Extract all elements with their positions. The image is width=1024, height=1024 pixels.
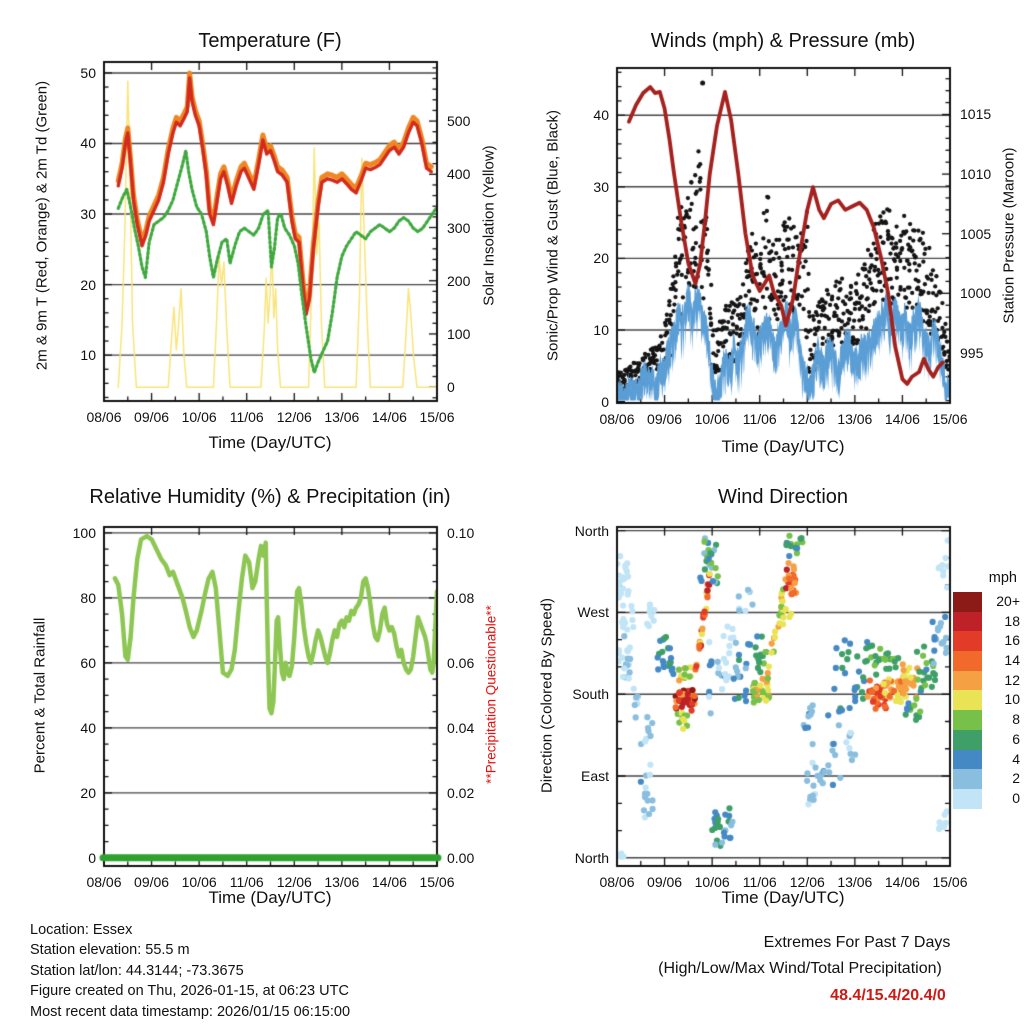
humidity-y-left-tick-label: 40 — [80, 719, 96, 736]
humidity-x-tick-label: 15/06 — [419, 874, 455, 890]
humidity-y-left-tick-label: 60 — [80, 654, 96, 671]
winds-x-tick-label: 10/06 — [694, 411, 730, 427]
temperature-x-tick-label: 14/06 — [371, 409, 407, 425]
humidity-x-tick-label: 13/06 — [324, 874, 360, 890]
temperature-x-tick-label: 09/06 — [134, 409, 170, 425]
direction-x-tick-label: 09/06 — [647, 874, 683, 890]
colorbar-swatch — [953, 789, 982, 809]
colorbar-bin-label: 2 — [1012, 770, 1020, 787]
extremes-heading: Extremes For Past 7 Days — [763, 934, 951, 951]
colorbar-swatch — [953, 651, 982, 671]
station-latlon: Station lat/lon: 44.3144; -73.3675 — [30, 962, 244, 979]
winds-y-left-tick-label: 20 — [593, 250, 609, 267]
humidity-x-tick-label: 09/06 — [134, 874, 170, 890]
colorbar-bin — [953, 631, 1023, 651]
temperature-x-tick-label: 11/06 — [229, 409, 264, 425]
humidity-y-right-tick-label: 0.06 — [447, 654, 475, 671]
direction-x-tick-label: 12/06 — [789, 874, 825, 890]
direction-x-tick-label: 14/06 — [884, 874, 920, 890]
colorbar-bin — [953, 671, 1023, 691]
colorbar-bin-label: 14 — [1004, 652, 1020, 669]
temperature-y-left-tick-label: 20 — [80, 276, 96, 293]
colorbar-bin-label: 6 — [1012, 730, 1020, 747]
temperature-yaxis-right-label: Solar Insolation (Yellow) — [480, 145, 498, 306]
temperature-y-right-tick-label: 200 — [447, 272, 471, 289]
humidity-x-tick-label: 08/06 — [86, 874, 122, 890]
temperature-xaxis-label: Time (Day/UTC) — [208, 433, 332, 452]
colorbar-swatch — [953, 690, 982, 710]
humidity-y-right-tick-label: 0.08 — [447, 589, 475, 606]
temperature-y-right-tick-label: 100 — [447, 325, 471, 342]
temperature-x-tick-label: 12/06 — [276, 409, 312, 425]
humidity-x-tick-label: 12/06 — [276, 874, 312, 890]
colorbar-swatch — [953, 710, 982, 730]
direction-x-tick-label: 15/06 — [932, 874, 968, 890]
colorbar-bin-label: 16 — [1004, 632, 1020, 649]
winds-y-right-tick-label: 1010 — [960, 166, 992, 183]
temperature-y-left-tick-label: 50 — [80, 64, 96, 81]
colorbar-swatch — [953, 631, 982, 651]
temperature-yaxis-left-label: 2m & 9m T (Red, Orange) & 2m Td (Green) — [33, 80, 51, 371]
humidity-y-right-tick-label: 0.02 — [447, 784, 475, 801]
direction-y-left-tick-label: West — [577, 604, 609, 621]
colorbar-swatch — [953, 730, 982, 750]
direction-x-tick-label: 10/06 — [694, 874, 730, 890]
colorbar-bin-label: 4 — [1012, 750, 1020, 767]
direction-y-left-tick-label: North — [574, 849, 609, 866]
winds-y-right-tick-label: 1005 — [960, 225, 992, 242]
winds-y-right-tick-label: 995 — [960, 344, 984, 361]
station-location: Location: Essex — [30, 922, 133, 938]
temperature-x-tick-label: 13/06 — [324, 409, 360, 425]
humidity-y-right-tick-label: 0.00 — [447, 849, 475, 866]
humidity-y-left-tick-label: 80 — [80, 589, 96, 606]
colorbar-bin-label: 20+ — [996, 593, 1020, 609]
winds-x-tick-label: 08/06 — [599, 411, 635, 427]
humidity-x-tick-label: 14/06 — [371, 874, 407, 890]
colorbar-bin-label: 12 — [1004, 671, 1020, 688]
winds-x-tick-label: 12/06 — [789, 411, 825, 427]
winds-x-tick-label: 09/06 — [647, 411, 683, 427]
winds-y-left-tick-label: 30 — [593, 178, 609, 195]
colorbar-bin — [953, 651, 1023, 671]
colorbar-swatch — [953, 612, 982, 632]
colorbar-bin — [953, 730, 1023, 750]
temperature-y-left-tick-label: 10 — [80, 347, 96, 364]
direction-xaxis-label: Time (Day/UTC) — [721, 888, 845, 907]
station-elevation: Station elevation: 55.5 m — [30, 942, 190, 959]
winds-x-tick-label: 15/06 — [932, 411, 968, 427]
colorbar-bin — [953, 789, 1023, 809]
direction-x-tick-label: 08/06 — [599, 874, 635, 890]
winds-yaxis-right-label: Station Pressure (Maroon) — [1000, 147, 1018, 324]
station-info-block — [30, 920, 350, 1022]
direction-x-tick-label: 13/06 — [837, 874, 873, 890]
temperature-y-left-tick-label: 40 — [80, 135, 96, 152]
humidity-chart-title: Relative Humidity (%) & Precipitation (in) — [89, 486, 451, 508]
winds-y-right-tick-label: 1015 — [960, 106, 992, 123]
direction-y-left-tick-label: South — [572, 686, 609, 703]
colorbar-bin-label: 10 — [1004, 691, 1020, 708]
temperature-y-right-tick-label: 400 — [447, 166, 471, 183]
humidity-xaxis-label: Time (Day/UTC) — [208, 888, 332, 907]
winds-y-left-tick-label: 40 — [593, 107, 609, 124]
direction-yaxis-left-label: Direction (Colored By Speed) — [538, 597, 556, 794]
colorbar-bin — [953, 750, 1023, 770]
colorbar-bin — [953, 690, 1023, 710]
humidity-y-left-tick-label: 0 — [88, 849, 96, 866]
winds-x-tick-label: 14/06 — [884, 411, 920, 427]
humidity-y-right-tick-label: 0.10 — [447, 524, 475, 541]
humidity-y-left-tick-label: 100 — [72, 524, 96, 541]
figure-created-timestamp: Figure created on Thu, 2026-01-15, at 06:23 UTC — [30, 983, 349, 1000]
temperature-x-tick-label: 15/06 — [419, 409, 455, 425]
humidity-y-left-tick-label: 20 — [80, 784, 96, 801]
humidity-x-tick-label: 10/06 — [181, 874, 217, 890]
colorbar-units-label: mph — [988, 570, 1017, 586]
direction-y-left-tick-label: North — [574, 522, 609, 539]
winds-xaxis-label: Time (Day/UTC) — [721, 437, 845, 456]
colorbar-swatch — [953, 671, 982, 691]
most-recent-data-timestamp: Most recent data timestamp: 2026/01/15 06:15:00 — [30, 1003, 351, 1020]
temperature-x-tick-label: 08/06 — [86, 409, 122, 425]
winds-x-tick-label: 13/06 — [837, 411, 873, 427]
colorbar-bin — [953, 592, 1023, 612]
extremes-values: 48.4/15.4/20.4/0 — [830, 987, 946, 1004]
winds-y-left-tick-label: 10 — [593, 321, 609, 338]
humidity-y-right-tick-label: 0.04 — [447, 719, 475, 736]
temperature-y-right-tick-label: 500 — [447, 113, 471, 130]
temperature-chart-title: Temperature (F) — [198, 30, 342, 52]
colorbar-bin — [953, 612, 1023, 632]
direction-chart-title: Wind Direction — [717, 486, 849, 508]
humidity-yaxis-left-label: Percent & Total Rainfall — [31, 617, 49, 774]
extremes-subheading: (High/Low/Max Wind/Total Precipitation) — [658, 960, 942, 977]
colorbar-swatch — [953, 592, 982, 612]
colorbar-swatch — [953, 750, 982, 770]
winds-chart-title: Winds (mph) & Pressure (mb) — [650, 30, 916, 52]
colorbar-bin-label: 8 — [1012, 711, 1020, 728]
winds-x-tick-label: 11/06 — [742, 411, 777, 427]
direction-y-left-tick-label: East — [580, 768, 609, 785]
colorbar-swatch — [953, 769, 982, 789]
colorbar-bin — [953, 710, 1023, 730]
temperature-y-right-tick-label: 300 — [447, 219, 471, 236]
precip-questionable-label: **Precipitation Questionable** — [483, 605, 499, 784]
temperature-y-left-tick-label: 30 — [80, 206, 96, 223]
colorbar-bin — [953, 769, 1023, 789]
humidity-x-tick-label: 11/06 — [229, 874, 264, 890]
temperature-x-tick-label: 10/06 — [181, 409, 217, 425]
colorbar-bin-label: 18 — [1004, 612, 1020, 629]
direction-x-tick-label: 11/06 — [742, 874, 777, 890]
winds-yaxis-left-label: Sonic/Prop Wind & Gust (Blue, Black) — [544, 110, 562, 361]
winds-y-right-tick-label: 1000 — [960, 285, 992, 302]
winds-y-left-tick-label: 0 — [601, 393, 609, 410]
temperature-y-right-tick-label: 0 — [447, 379, 455, 396]
colorbar-bin-label: 0 — [1012, 789, 1020, 806]
wind-speed-colorbar — [953, 592, 1023, 809]
